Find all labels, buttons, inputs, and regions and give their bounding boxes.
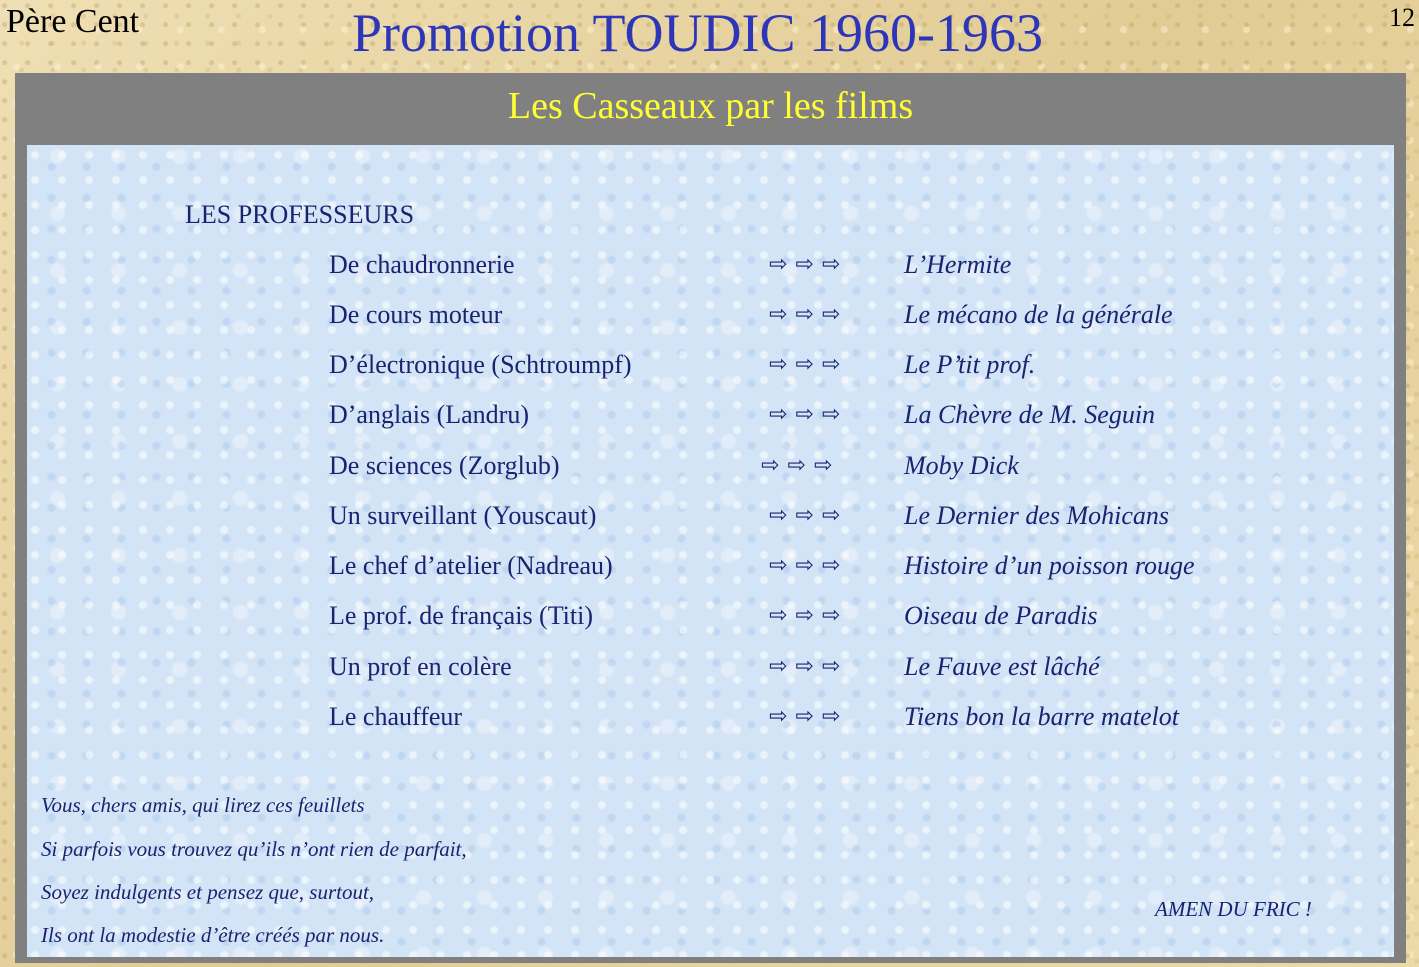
arrow-icon: ⇨⇨⇨: [769, 302, 849, 327]
arrow-icon: ⇨⇨⇨: [769, 654, 849, 679]
film-title: Le Dernier des Mohicans: [904, 501, 1170, 530]
poem-line: Si parfois vous trouvez qu’ils n’ont rien de parfait,: [41, 837, 467, 861]
frame-heading: Les Casseaux par les films: [507, 85, 914, 127]
page-title: Promotion TOUDIC 1960-1963: [352, 3, 1044, 63]
subject-label: De cours moteur: [329, 300, 503, 329]
section-title: LES PROFESSEURS: [185, 200, 415, 229]
list-item: [27, 245, 1394, 285]
arrow-icon: ⇨⇨⇨: [769, 352, 849, 377]
subject-label: D’électronique (Schtroumpf): [329, 350, 632, 379]
film-title: Histoire d’un poisson rouge: [904, 551, 1195, 580]
arrow-icon: ⇨⇨⇨: [769, 704, 849, 729]
poem-line: Soyez indulgents et pensez que, surtout,: [41, 880, 375, 904]
subject-label: De sciences (Zorglub): [329, 451, 560, 480]
subject-label: D’anglais (Landru): [329, 400, 529, 429]
list-item: [27, 596, 1394, 636]
film-title: Moby Dick: [904, 451, 1019, 480]
film-title: Oiseau de Paradis: [904, 601, 1098, 630]
header-left-label: Père Cent: [6, 3, 140, 40]
poem-line: Vous, chers amis, qui lirez ces feuillets: [41, 793, 365, 817]
film-title: La Chèvre de M. Seguin: [904, 400, 1156, 429]
list-item: [27, 446, 1394, 486]
list-item: [27, 546, 1394, 586]
list-item: [27, 345, 1394, 385]
arrow-icon: ⇨⇨⇨: [769, 252, 849, 277]
subject-label: Le chauffeur: [329, 702, 463, 731]
poem-line: Ils ont la modestie d’être créés par nous.: [41, 923, 385, 947]
list-item: [27, 647, 1394, 687]
film-title: Le Fauve est lâché: [904, 652, 1100, 681]
slide-frame: [15, 73, 1406, 963]
signoff: AMEN DU FRIC !: [1155, 897, 1312, 921]
film-title: L’Hermite: [904, 250, 1012, 279]
content-panel: [27, 145, 1394, 957]
subject-label: De chaudronnerie: [329, 250, 515, 279]
list-item: [27, 295, 1394, 335]
list-item: [27, 496, 1394, 536]
arrow-icon: ⇨⇨⇨: [769, 553, 849, 578]
page-number: 12: [1389, 3, 1415, 32]
subject-label: Le chef d’atelier (Nadreau): [329, 551, 613, 580]
arrow-icon: ⇨⇨⇨: [769, 503, 849, 528]
film-title: Le P’tit prof.: [904, 350, 1036, 379]
list-item: [27, 395, 1394, 435]
subject-label: Un surveillant (Youscaut): [329, 501, 597, 530]
film-title: Le mécano de la générale: [904, 300, 1173, 329]
arrow-icon: ⇨⇨⇨: [769, 603, 849, 628]
subject-label: Le prof. de français (Titi): [329, 601, 594, 630]
subject-label: Un prof en colère: [329, 652, 512, 681]
list-item: [27, 697, 1394, 737]
film-title: Tiens bon la barre matelot: [904, 702, 1179, 731]
arrow-icon: ⇨⇨⇨: [769, 402, 849, 427]
arrow-icon: ⇨⇨⇨: [761, 453, 841, 478]
